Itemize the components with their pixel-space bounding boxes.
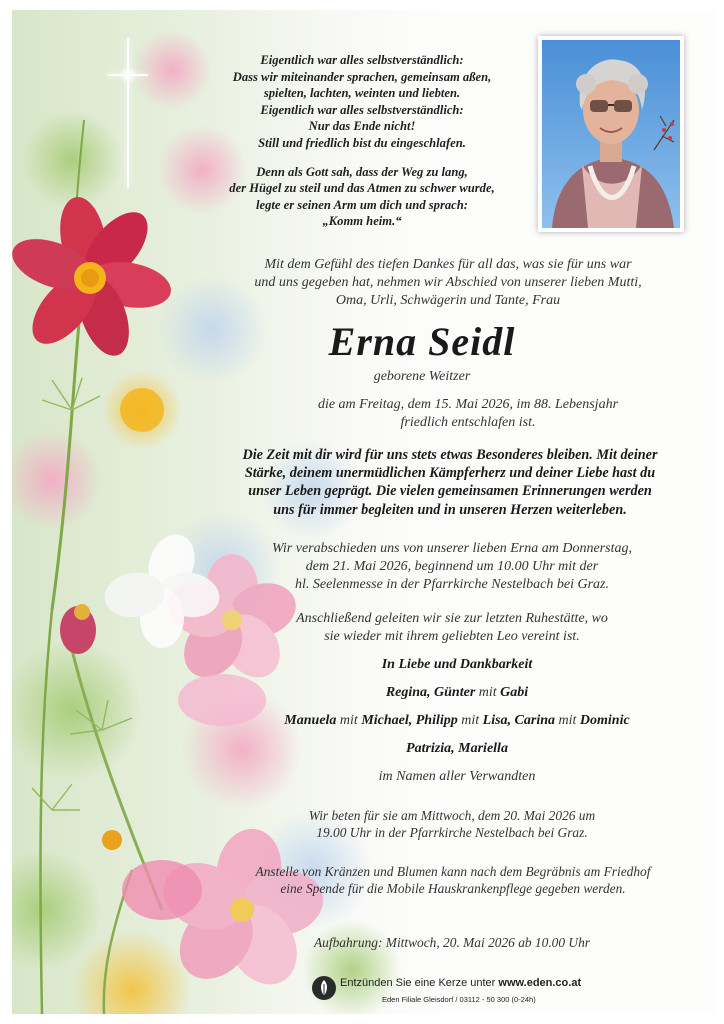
mourner-connector: mit (558, 713, 577, 728)
portrait-image (542, 40, 680, 228)
mourner-names: Michael, Philipp (361, 713, 458, 728)
mourners-list (222, 656, 692, 796)
branch-hours: (0-24h) (511, 995, 536, 1004)
eden-logo-icon (312, 976, 336, 1000)
poem-line: Dass wir miteinander sprachen, gemeinsam aßen, (232, 69, 492, 84)
mourners-closing: im Namen aller Verwandten (378, 769, 536, 784)
mourner-names: Gabi (500, 685, 529, 700)
tribute-line: Die Zeit mit dir wird für uns stets etwas Besonderes bleiben. Mit deiner (242, 447, 658, 463)
tribute-line: unser Leben geprägt. Die vielen gemeinsamen Erinnerungen werden (248, 483, 652, 500)
intro-text (208, 256, 688, 310)
poem-line: legte er seinen Arm um dich und sprach: (256, 197, 468, 212)
donation-info (218, 863, 688, 897)
poem-line: Denn als Gott sah, dass der Weg zu lang, (256, 164, 468, 179)
eden-website-link[interactable]: www.eden.co.at (498, 977, 582, 989)
funeral-info (222, 540, 682, 594)
mourner-connector: mit (339, 713, 358, 728)
birth-name: geborene Weitzer (373, 369, 471, 384)
deceased-name: Erna Seidl (328, 319, 516, 364)
burial-line: Anschließend geleiten wir sie zur letzten Ruhestätte, wo (296, 611, 608, 626)
tribute-line: uns für immer begleiten und in unseren Herzen weiterleben. (273, 501, 627, 518)
burial-line: sie wieder mit ihrem geliebten Leo vereint ist. (324, 629, 580, 644)
poem-line: Eigentlich war alles selbstverständlich: (260, 102, 464, 117)
funeral-line: Wir verabschieden uns von unserer lieben Erna am Donnerstag, (272, 541, 632, 556)
donation-line: Anstelle von Kränzen und Blumen kann nach dem Begräbnis am Friedhof (255, 864, 651, 879)
intro-line: Oma, Urli, Schwägerin und Tante, Frau (335, 293, 561, 308)
poem (202, 52, 522, 230)
poem-line: Nur das Ende nicht! (308, 119, 416, 134)
intro-line: Mit dem Gefühl des tiefen Dankes für all das, was sie für uns war (264, 257, 632, 272)
mourner-names: Dominic (579, 713, 630, 728)
mourner-names: Manuela (284, 713, 337, 728)
candle-link-text (340, 977, 581, 989)
prayer-info (272, 807, 632, 841)
candle-text: Entzünden Sie eine Kerze unter (340, 977, 496, 989)
branch-text: Eden Filiale Gleisdorf / 03112 - 50 300 (382, 995, 510, 1004)
donation-line: eine Spende für die Mobile Hauskrankenpflege gegeben werden. (280, 881, 626, 896)
funeral-line: dem 21. Mai 2026, beginnend um 10.00 Uhr mit der (305, 559, 599, 574)
mourners-heading: In Liebe und Dankbarkeit (381, 657, 533, 672)
poem-line: „Komm heim.“ (322, 214, 402, 229)
poem-line: der Hügel zu steil und das Atmen zu schwer wurde, (229, 181, 495, 196)
death-line: die am Freitag, dem 15. Mai 2026, im 88. Lebensjahr (317, 397, 619, 412)
poem-line: Eigentlich war alles selbstverständlich: (260, 53, 464, 67)
viewing-info: Aufbahrung: Mittwoch, 20. Mai 2026 ab 10.00 Uhr (314, 935, 590, 950)
obituary-sheet (12, 10, 716, 1014)
death-line: friedlich entschlafen ist. (400, 415, 536, 430)
mourner-names: Regina, Günter (385, 685, 476, 700)
burial-info (242, 610, 662, 646)
portrait-photo (538, 36, 684, 232)
branch-contact (382, 995, 536, 1004)
prayer-line: Wir beten für sie am Mittwoch, dem 20. Mai 2026 um (308, 808, 596, 823)
poem-line: Still und friedlich bist du eingeschlafen. (258, 135, 466, 150)
mourner-connector: mit (461, 713, 480, 728)
mourners-row (222, 712, 692, 740)
intro-line: und uns gegeben hat, nehmen wir Abschied von unserer lieben Mutti, (254, 275, 642, 290)
mourners-row: Patrizia, Mariella (406, 741, 508, 756)
mourners-row (222, 684, 692, 712)
death-notice (248, 396, 688, 432)
funeral-line: hl. Seelenmesse in der Pfarrkirche Nestelbach bei Graz. (294, 577, 610, 592)
poem-line: spielten, lachten, weinten und liebten. (263, 86, 461, 101)
tribute-line: Stärke, deinem unermüdlichen Kämpferherz und deiner Liebe hast du (244, 465, 656, 482)
mourner-names: Lisa, Carina (482, 713, 556, 728)
cross-icon (108, 38, 148, 188)
tribute-text (210, 446, 690, 519)
prayer-line: 19.00 Uhr in der Pfarrkirche Nestelbach bei Graz. (316, 825, 588, 840)
mourner-connector: mit (478, 685, 497, 700)
funeral-home-footer (312, 976, 612, 1014)
